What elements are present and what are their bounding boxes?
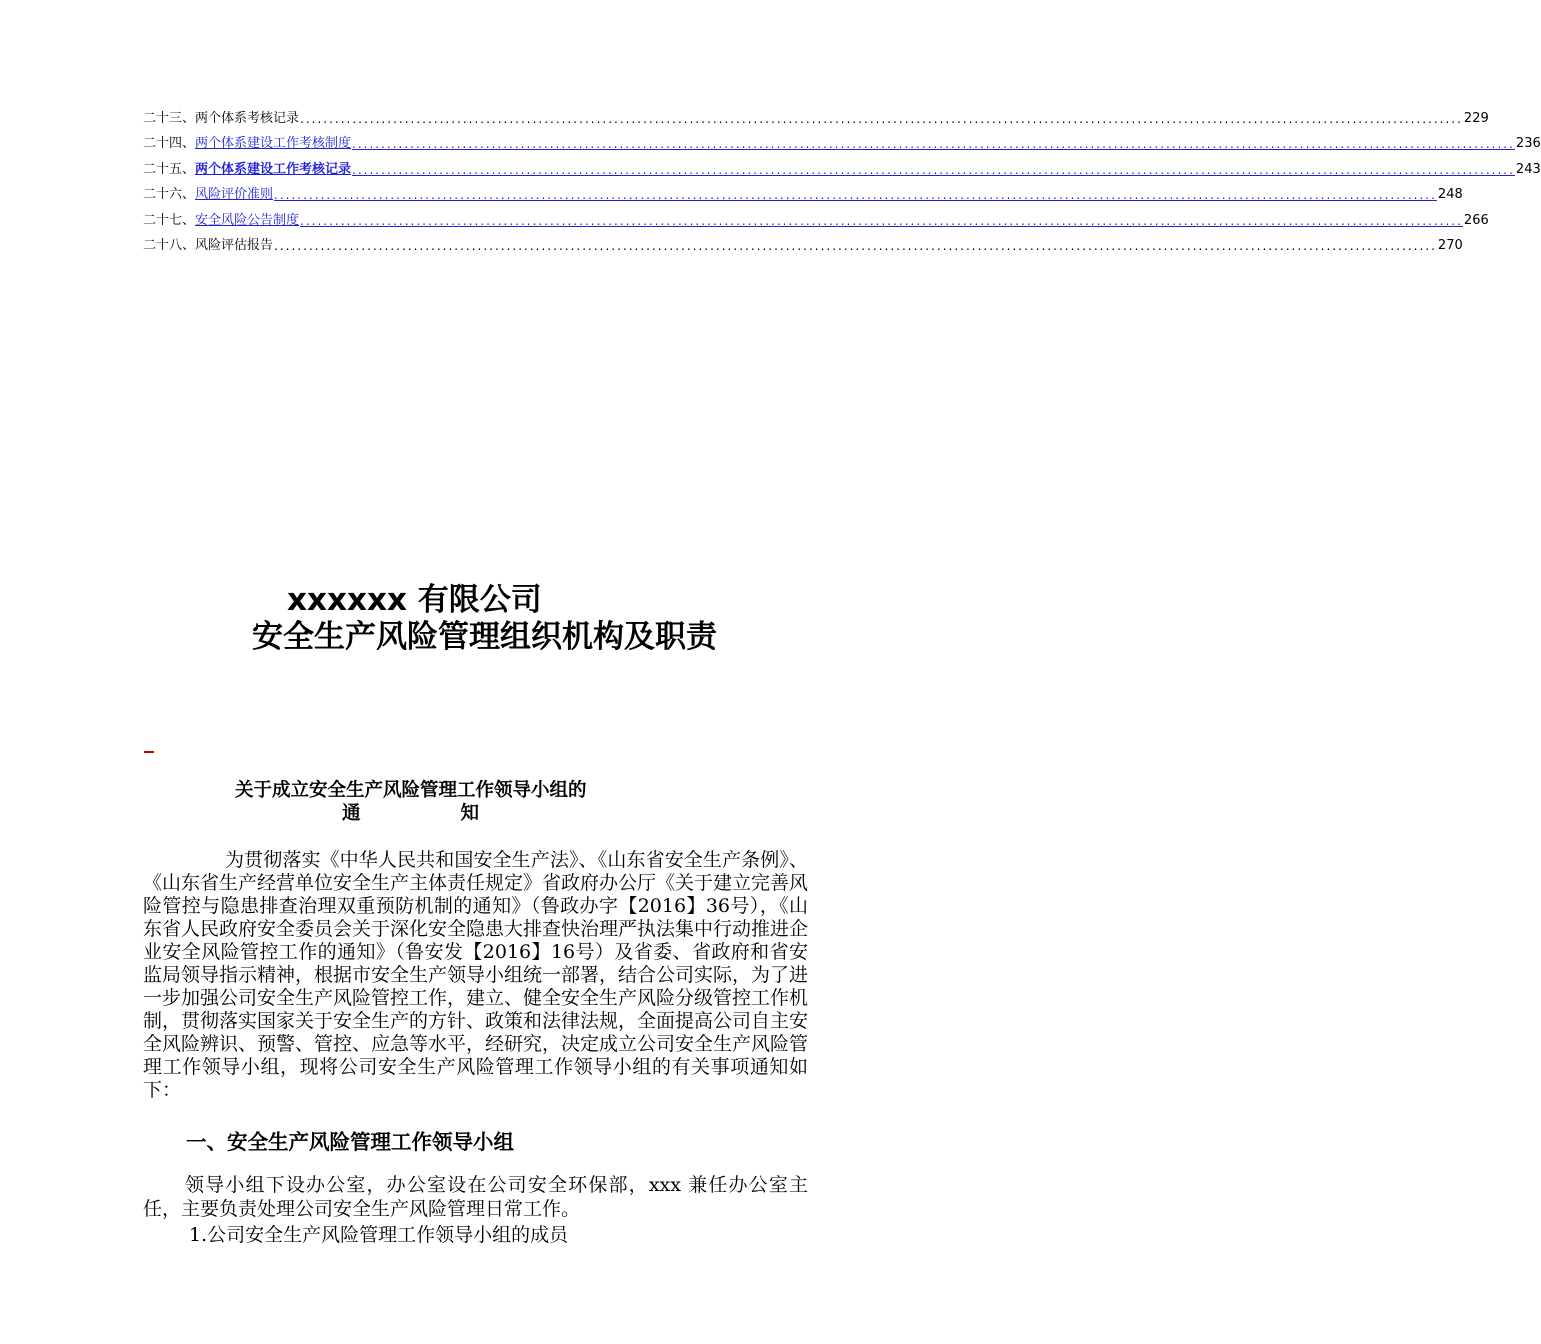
red-mark <box>144 751 154 753</box>
toc-entry-page: 248 <box>1437 187 1463 202</box>
notice-title: 关于成立安全生产风险管理工作领导小组的 <box>235 780 587 801</box>
toc-dot-leader: ........................................................................................................................................................................................................ <box>274 239 1437 253</box>
toc-dot-leader: ........................................................................................................................................................................................................ <box>300 111 1463 126</box>
notice-body-paragraph: 为贯彻落实《中华人民共和国安全生产法》、《山东省安全生产条例》、《山东省生产经营单位安全生产主体责任规定》省政府办公厅《关于建立完善风险管控与隐患排查治理双重预防机制的通知》（鲁政办字【2016】36号），《山东省人民政府安全委员会关于深化安全隐患大排查快治理严执法集中行动推进企业安全风险管控工作的通知》（鲁安发【2016】16号）及省委、省政府和省安监局领导指示精神，根据市安全生产领导小组统一部署，结合公司实际，为了进一步加强公司安全生产风险管控工作，建立、健全安全生产风险分级管控工作机制，贯彻落实国家关于安全生产的方针、政策和法律法规，全面提高公司自主安全风险辨识、预警、管控、应急等水平，经研究，决定成立公司安全生产风险管理工作领导小组，现将公司安全生产风险管理工作领导小组的有关事项通知如下： <box>143 849 809 1101</box>
toc-entry-page: 236 <box>1515 136 1541 151</box>
toc-entry-page: 229 <box>1463 110 1489 126</box>
table-of-contents <box>143 100 1541 253</box>
toc-dot-leader: ........................................................................................................................................................................................................ <box>352 137 1515 151</box>
toc-entry-title[interactable]: 风险评价准则 <box>195 187 274 202</box>
toc-dot-leader: ........................................................................................................................................................................................................ <box>352 162 1515 177</box>
office-paragraph: 领导小组下设办公室，办公室设在公司安全环保部，xxx 兼任办公室主任，主要负责处理公司安全生产风险管理日常工作。 <box>143 1174 808 1220</box>
toc-entry <box>143 100 1489 126</box>
toc-entry-page: 243 <box>1515 161 1541 177</box>
toc-entry <box>143 228 1463 254</box>
toc-dot-leader: ........................................................................................................................................................................................................ <box>274 188 1437 202</box>
toc-entry-page: 266 <box>1463 212 1489 228</box>
toc-entry-number: 二十三、 <box>143 110 196 126</box>
toc-entry[interactable] <box>143 126 1541 152</box>
document-title: 安全生产风险管理组织机构及职责 <box>252 619 717 655</box>
toc-entry-number: 二十五、 <box>143 161 196 177</box>
toc-entry-number: 二十六、 <box>143 187 196 202</box>
company-title: xxxxxx 有限公司 <box>287 582 542 618</box>
toc-entry-number: 二十七、 <box>143 212 196 228</box>
toc-dot-leader: ........................................................................................................................................................................................................ <box>300 213 1463 228</box>
toc-entry-title: 两个体系考核记录 <box>195 110 300 126</box>
toc-entry[interactable] <box>143 202 1489 228</box>
toc-entry[interactable] <box>143 177 1463 203</box>
toc-entry-title[interactable]: 两个体系建设工作考核记录 <box>195 161 352 177</box>
section-heading: 一、安全生产风险管理工作领导小组 <box>186 1130 514 1154</box>
toc-entry-title[interactable]: 安全风险公告制度 <box>195 212 300 228</box>
toc-entry[interactable] <box>143 151 1541 177</box>
toc-entry-title[interactable]: 两个体系建设工作考核制度 <box>195 136 352 151</box>
toc-entry-number: 二十四、 <box>143 136 196 151</box>
member-list-heading: 1.公司安全生产风险管理工作领导小组的成员 <box>189 1224 569 1246</box>
notice-title-suffix: 通知 <box>342 803 580 824</box>
toc-entry-title: 风险评估报告 <box>195 238 274 253</box>
toc-entry-page: 270 <box>1437 238 1463 253</box>
toc-entry-number: 二十八、 <box>143 238 196 253</box>
